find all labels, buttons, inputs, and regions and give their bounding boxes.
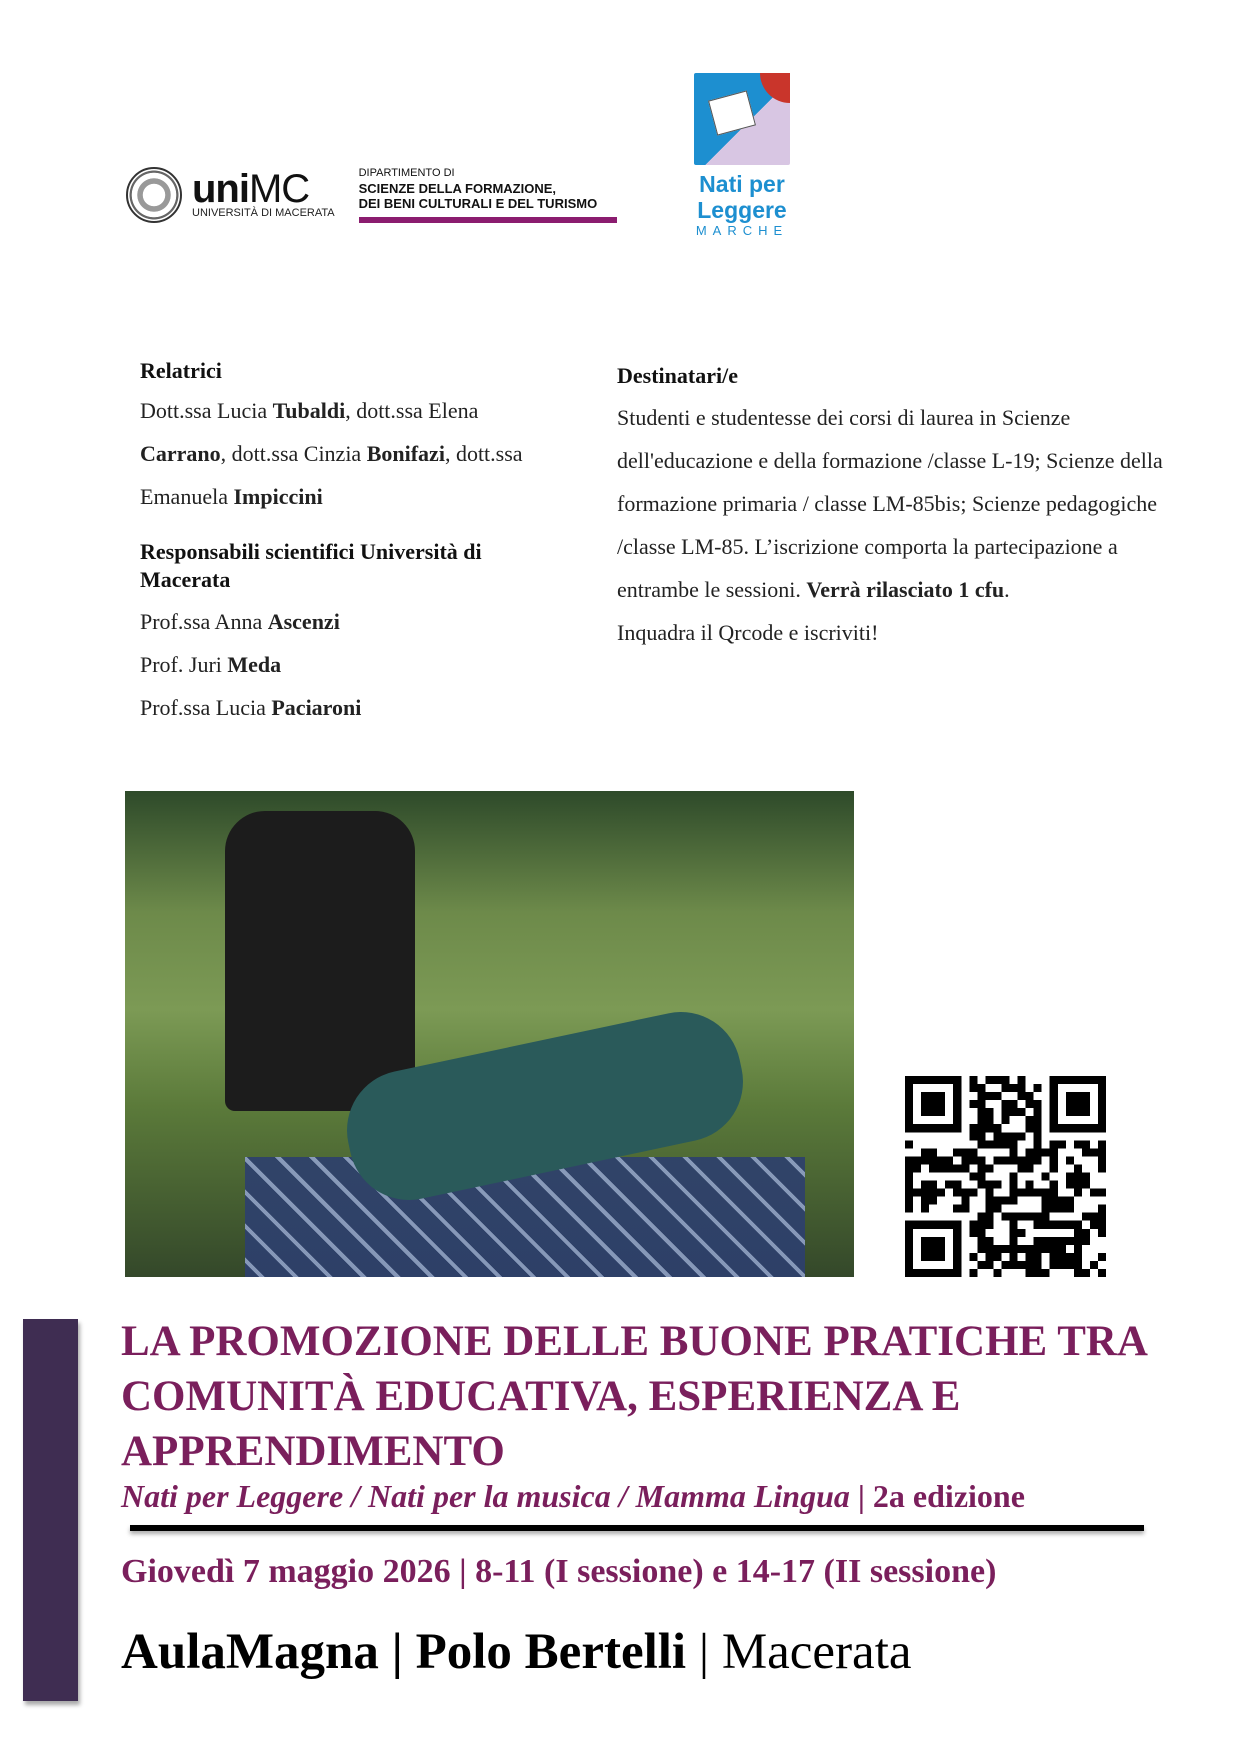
- audience-column: [617, 362, 1177, 654]
- relatrici-list: [140, 389, 570, 518]
- name-surname: Meda: [227, 652, 282, 677]
- name-title: dott.ssa Elena: [356, 398, 479, 423]
- divider: [130, 1525, 1144, 1531]
- dept-bar: [359, 217, 617, 223]
- programs: Nati per Leggere / Nati per la musica / Mamma Lingua: [121, 1478, 850, 1514]
- name-surname: Impiccini: [233, 484, 323, 509]
- sep: ,: [444, 441, 456, 466]
- period: .: [1004, 577, 1010, 602]
- unimc-subtitle: UNIVERSITÀ DI MACERATA: [192, 206, 335, 219]
- event-title: LA PROMOZIONE DELLE BUONE PRATICHE TRA COMUNITÀ EDUCATIVA, ESPERIENZA E APPRENDIMENTO: [121, 1318, 1146, 1475]
- dept-line2: SCIENZE DELLA FORMAZIONE,: [358, 181, 557, 196]
- unimc-bold: uni: [192, 166, 249, 211]
- name-surname: Tubaldi: [272, 398, 346, 423]
- university-seal-icon: [126, 167, 182, 223]
- name-title: Dott.ssa Lucia: [140, 398, 273, 423]
- relatrici-heading: Relatrici: [140, 358, 222, 383]
- qr-cta: Inquadra il Qrcode e iscriviti!: [617, 620, 879, 645]
- responsabili-heading: Responsabili scientifici Università di Macerata: [140, 539, 482, 592]
- name-title: Prof.ssa Anna: [140, 609, 268, 634]
- nati-per-leggere-logo: [690, 73, 794, 238]
- cfu-note: Verrà rilasciato 1 cfu: [806, 577, 1005, 602]
- venue-name: AulaMagna | Polo Bertelli: [121, 1624, 687, 1680]
- venue-city: Macerata: [721, 1624, 912, 1680]
- speakers-column: [140, 357, 570, 729]
- unimc-logo: [126, 166, 617, 223]
- npl-line3: MARCHE: [695, 223, 789, 238]
- name-title: Prof. Juri: [140, 652, 228, 677]
- name-surname: Bonifazi: [366, 441, 445, 466]
- responsabili-list: [140, 600, 570, 729]
- name-title: dott.ssa Cinzia: [231, 441, 367, 466]
- unimc-light: MC: [248, 166, 310, 211]
- sep: |: [686, 1624, 722, 1680]
- destinatari-text: [617, 396, 1177, 654]
- edition: | 2a edizione: [849, 1478, 1025, 1514]
- npl-line1: Nati per: [699, 171, 785, 197]
- unimc-wordmark: [192, 166, 335, 211]
- dept-line1: DIPARTIMENTO DI: [358, 167, 455, 179]
- event-photo: [125, 791, 854, 1277]
- sidebar-accent-bar: [23, 1319, 78, 1701]
- destinatari-heading: Destinatari/e: [617, 363, 738, 388]
- name-surname: Carrano: [140, 441, 221, 466]
- sep: ,: [220, 441, 232, 466]
- name-surname: Paciaroni: [271, 695, 362, 720]
- dept-line3: DEI BENI CULTURALI E DEL TURISMO: [358, 196, 598, 211]
- event-date: Giovedì 7 maggio 2026 | 8-11 (I sessione) e 14-17 (II sessione): [121, 1553, 997, 1590]
- event-venue: [121, 1623, 912, 1681]
- name-surname: Ascenzi: [267, 609, 340, 634]
- registration-qr-code[interactable]: [905, 1076, 1106, 1277]
- name-title: dott.ssa Emanuela: [140, 441, 523, 509]
- destinatari-body: Studenti e studentesse dei corsi di laurea in Scienze dell'educazione e della formazione /classe L-19; Scienze della formazione primaria / classe LM-85bis; Scienze pedagogiche /classe LM-85. L’iscrizione comporta la partecipazione a entrambe le sessioni.: [617, 405, 1163, 602]
- name-title: Prof.ssa Lucia: [140, 695, 272, 720]
- event-subtitle: [121, 1478, 1025, 1515]
- department-logo: [359, 166, 617, 223]
- sep: ,: [345, 398, 357, 423]
- npl-line2: Leggere: [697, 197, 787, 223]
- reading-child-icon: [694, 73, 790, 165]
